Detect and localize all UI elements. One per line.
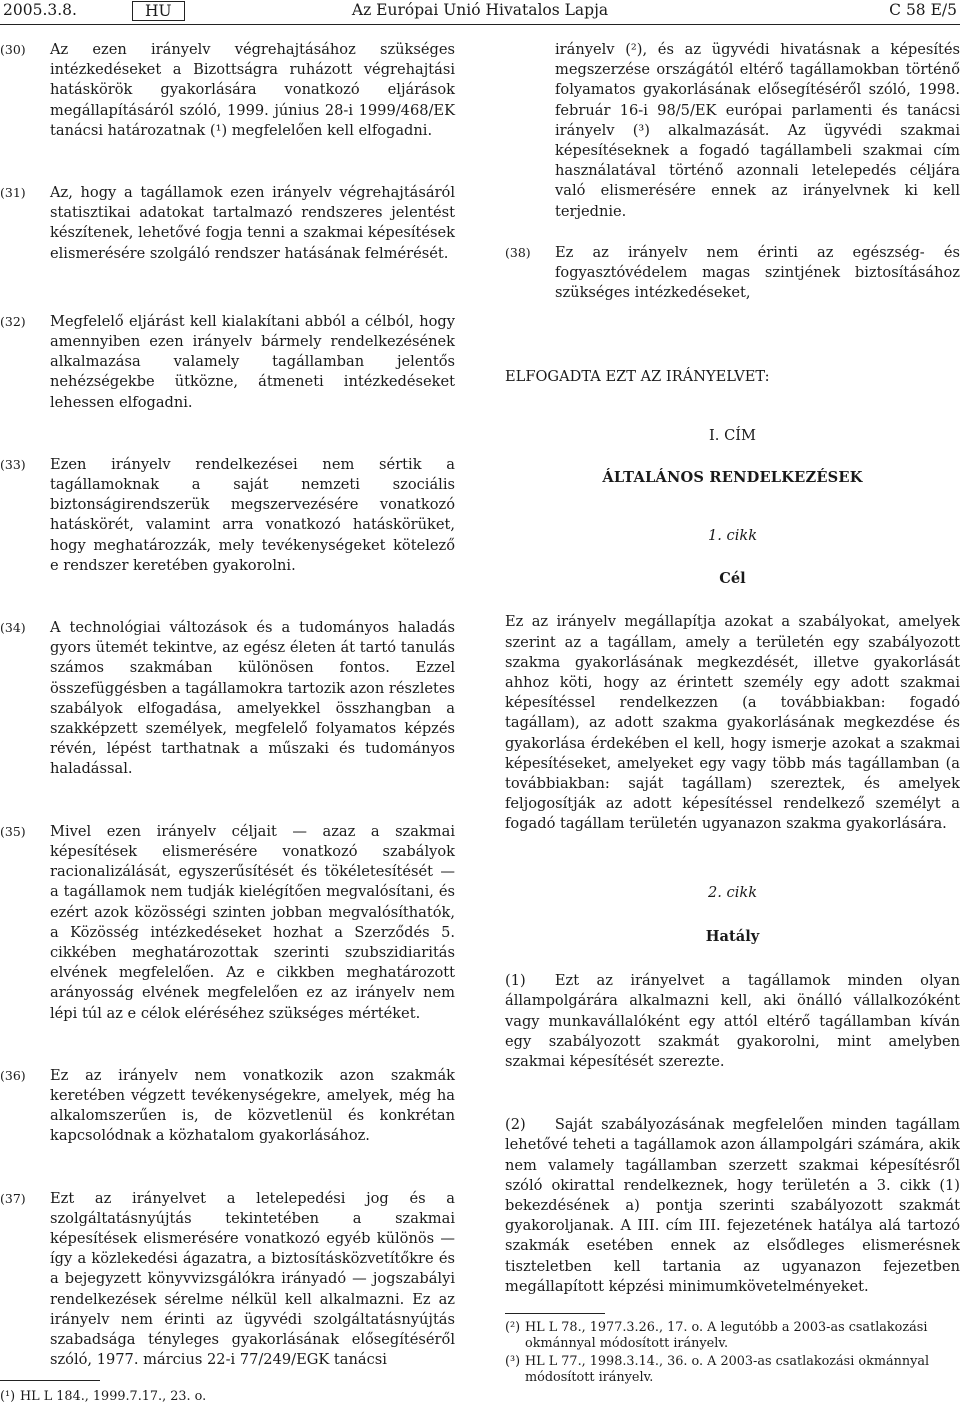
recital-number: (34) bbox=[0, 620, 26, 636]
article-1-text: Ez az irányelv megállapítja azokat a szabályokat, amelyek szerint az a tagállam, amely a területén egy szabályozott szakma gyakorlásának megkezdését, illetve gyakorlását ahhoz köti, hogy az érintett személy egy adott szakmai képesítéssel rendelkezzen (a továbbiakban: fogadó tagállam), az adott szakma gyakorlásának megkezdése és gyakorlása érdekében el kell, hogy ismerje azokat a szakmai képesítéseket, amelyeket egy vagy több más tagállamban (a továbbiakban: saját tagállam) szereztek, és amelyek feljogosítják az adott képesítéssel rendelkező személyt a fogadó tagállam területén ugyanazon szakma gyakorlására. bbox=[505, 613, 960, 833]
recital-text: Ezen irányelv rendelkezései nem sértik a tagállamoknak a saját nemzeti szociális biztonságirendszerük megszervezésére vonatkozó hatáskörét, valamint arra vonatkozó hatáskörüket, hogy meghatározzák, mely tevékenységeket kötelező e rendszer keretében gyakorolni. bbox=[50, 455, 455, 574]
recital-text: Mivel ezen irányelv céljait — azaz a szakmai képesítések elismerésére vonatkozó szabályok racionalizálását, egyszerűsítését és tökéletesítését — a tagállamok nem tudják kielégítően megvalósítani, és ezért azok közösségi szinten jobban megvalósíthatók, a Közösség intézkedéseket hozhat a Szerződés 5. cikkében meghatározottak szerinti szubszidiaritás elvének megfelelően. Az e cikkben meghatározott arányosság elvének megfelelően ez az irányelv nem lépi túl az e célok eléréséhez szükséges mértéket. bbox=[50, 822, 455, 1022]
language-badge: HU bbox=[132, 1, 185, 21]
recital-number: (35) bbox=[0, 823, 26, 839]
article-2-number: 2. cikk bbox=[707, 883, 758, 901]
right-column bbox=[505, 40, 960, 1386]
footnote-mark: (³) bbox=[505, 1353, 521, 1369]
footnote-mark: (²) bbox=[505, 1319, 521, 1335]
adoption-formula: ELFOGADTA EZT AZ IRÁNYELVET: bbox=[505, 368, 770, 386]
footnote-2 bbox=[505, 1320, 960, 1352]
recital-number: (30) bbox=[0, 42, 26, 57]
page-header bbox=[0, 0, 960, 26]
recital-32 bbox=[0, 312, 455, 413]
recital-number: (32) bbox=[0, 313, 26, 329]
publication-date: 2005.3.8. bbox=[3, 1, 77, 19]
footnote-text: HL L 184., 1999.7.17., 23. o. bbox=[20, 1389, 207, 1405]
left-column bbox=[0, 40, 455, 1405]
footnote-3 bbox=[505, 1354, 960, 1386]
header-rule bbox=[0, 24, 960, 25]
recital-33 bbox=[0, 455, 455, 576]
recital-number: (36) bbox=[0, 1067, 26, 1083]
recital-number: (37) bbox=[0, 1190, 26, 1206]
footnote-separator bbox=[0, 1380, 100, 1381]
recital-number: (33) bbox=[0, 456, 26, 472]
recital-number: (38) bbox=[505, 244, 531, 260]
recital-number: (31) bbox=[0, 185, 26, 201]
article-1-number: 1. cikk bbox=[707, 527, 758, 545]
article-2-paragraph-1: (1) Ezt az irányelvet a tagállamok minden olyan állampolgárára alkalmazni kell, aki önálló vállalkozóként vagy munkavállalóként egy attól eltérő tagállamban kíván egy szabályozott szakmát gyakorolni, mint amelyben szakmai képesítését szerezte. bbox=[505, 972, 960, 1070]
recital-text: Az, hogy a tagállamok ezen irányelv végrehajtásáról statisztikai adatokat tartalmazó rendszeres jelentést készítenek, lehetővé fogja tenni a szakmai képesítések elismerésére szolgáló rendszer hatásának felmérését. bbox=[50, 184, 455, 262]
journal-title: Az Európai Unió Hivatalos Lapja bbox=[351, 1, 609, 19]
article-1-title: Cél bbox=[719, 570, 746, 588]
recital-35 bbox=[0, 822, 455, 1024]
recital-text: A technológiai változások és a tudományos haladás gyors ütemét tekintve, az egész életen át tartó tanulás számos szakmában különösen fontos. Ezzel összefüggésben a tagállamokra tartozik azon részletes szabályok elfogadása, amelyekkel összhangban a szakképzett személyek, megfelelő folyamatos képzés révén, lépést tarthatnak a műszaki és tudományos haladással. bbox=[50, 619, 455, 778]
article-2-title: Hatály bbox=[705, 927, 760, 945]
recital-text: Megfelelő eljárást kell kialakítani abból a célból, hogy amennyiben ezen irányelv bármely rendelkezésének alkalmazása valamely tagállamban jelentős nehézségekbe ütközne, átmeneti intézkedéseket lehessen elfogadni. bbox=[50, 312, 455, 411]
footnote-mark: (¹) bbox=[0, 1389, 16, 1405]
footnote-text: HL L 77., 1998.3.14., 36. o. A 2003-as csatlakozási okmánnyal módosított irányelv. bbox=[525, 1353, 930, 1385]
title-number: I. CÍM bbox=[709, 426, 756, 444]
recital-text: Az ezen irányelv végrehajtásához szükséges intézkedéseket a Bizottságra ruházott végrehajtási hatáskörök gyakorlására vonatkozó eljárások megállapításáról szóló, 1999. június 28-i 1999/468/EK tanácsi határozatnak (¹) megfelelően kell elfogadni. bbox=[50, 41, 455, 139]
recital-37-continuation: irányelv (²), és az ügyvédi hivatásnak a képesítés megszerzése országától eltérő tagállamokban történő folyamatos gyakorlásának elősegítéséről szóló, 1998. február 16-i 98/5/EK európai parlamenti és tanácsi irányelv (³) alkalmazását. Az ügyvédi szakmai képesítéseknek a fogadó tagállambeli szakmai cím használatával történő azonnali letelepedés céljára való elismerésére ennek az irányelvnek ki kell terjednie. bbox=[555, 41, 960, 220]
recital-36 bbox=[0, 1066, 455, 1147]
recital-31 bbox=[0, 183, 455, 264]
recital-text: Ezt az irányelvet a letelepedési jog és a szolgáltatásnyújtás tekintetében a szakmai képesítések elismerésére vonatkozó egyéb különös — így a közlekedési ágazatra, a biztosításközvetítőkre és a bejegyzett könyvvizsgálókra irányadó — jogszabályi rendelkezések sérelme nélkül kell alkalmazni. Ez az irányelv nem érinti az ügyvédi szolgáltatásnyújtás szabadsága tényleges gyakorlásának elősegítéséről szóló, 1977. március 22-i 77/249/EGK tanácsi bbox=[50, 1189, 455, 1369]
footnote-1 bbox=[0, 1389, 455, 1405]
recital-text: Ez az irányelv nem vonatkozik azon szakmák keretében végzett tevékenységekre, amelyek, még ha alkalomszerűen is, de közvetlenül és konkrétan kapcsolódnak a közhatalom gyakorlásához. bbox=[50, 1066, 455, 1145]
title-name: ÁLTALÁNOS RENDELKEZÉSEK bbox=[602, 468, 863, 486]
page-number: C 58 E/5 bbox=[889, 1, 957, 19]
recital-text: Ez az irányelv nem érinti az egészség- és fogyasztóvédelem magas szintjének biztosításához szükséges intézkedéseket, bbox=[555, 243, 960, 302]
article-2-paragraph-2: (2) Saját szabályozásának megfelelően minden tagállam lehetővé teheti a tagállamok azon állampolgári számára, akik nem valamely tagállamban szerzett szakmai képesítésről szóló okirattal rendelkeznek, hogy területén a 3. cikk (1) bekezdésének a) pontja szerinti szabályozott szakmát gyakoroljanak. A III. cím III. fejezetének hatálya alá tartozó szakmák esetében ennek az elsődleges elismerésnek tiszteletben kell tartania az ugyanazon fejezetben megállapított képzési minimumkövetelményeket. bbox=[505, 1116, 960, 1295]
footnote-separator bbox=[505, 1313, 605, 1314]
footnote-text: HL L 78., 1977.3.26., 17. o. A legutóbb a 2003-as csatlakozási okmánnyal módosított irányelv. bbox=[525, 1319, 928, 1351]
recital-38 bbox=[505, 243, 960, 304]
recital-34 bbox=[0, 618, 455, 780]
recital-30 bbox=[0, 40, 455, 141]
recital-37 bbox=[0, 1189, 455, 1371]
